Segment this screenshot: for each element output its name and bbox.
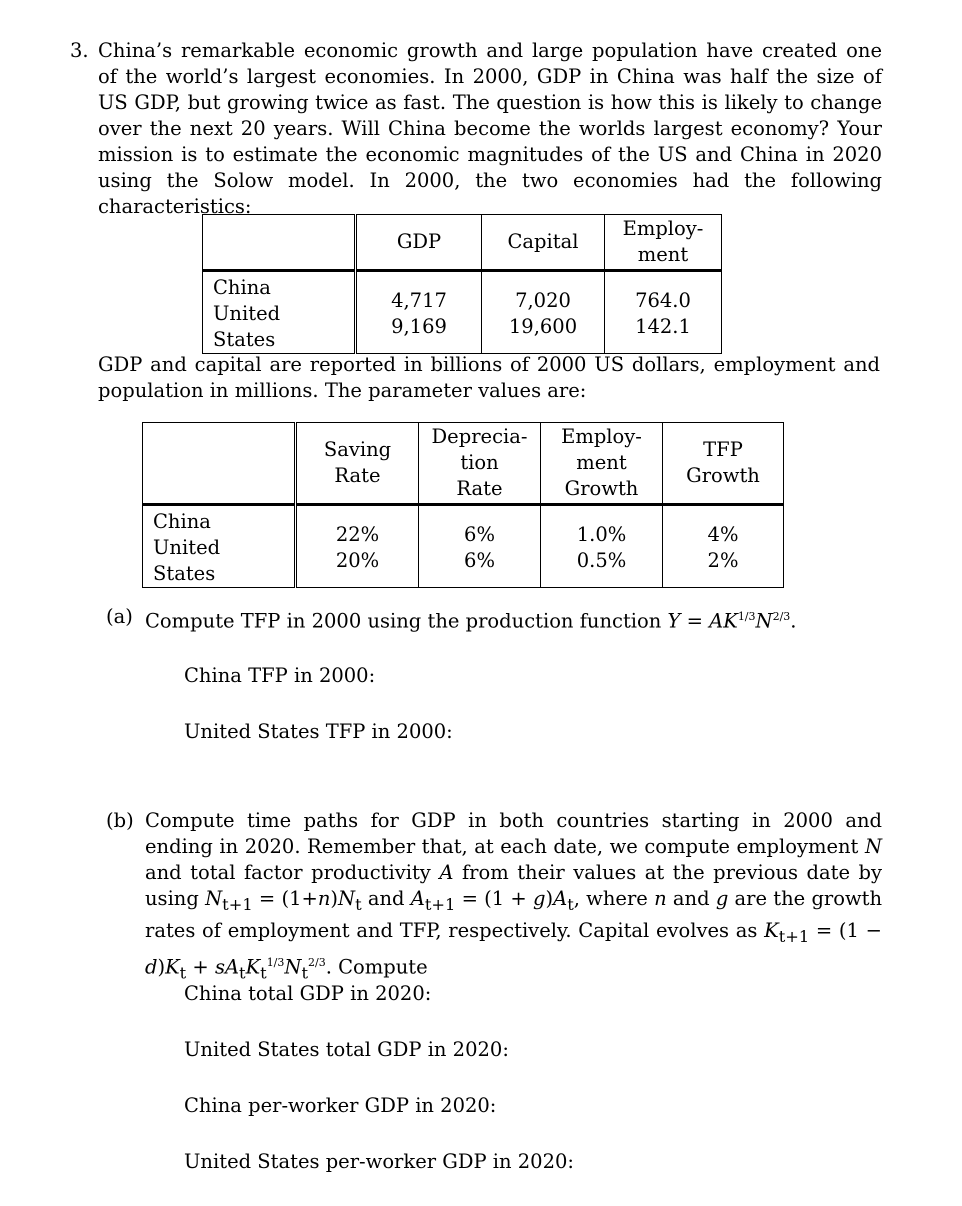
header-tfp-growth: TFP Growth — [663, 423, 784, 505]
answer-china-per-worker-gdp: China per-worker GDP in 2020: — [184, 1094, 497, 1117]
header-capital: Capital — [482, 215, 605, 271]
problem-3 — [70, 38, 882, 220]
answer-china-total-gdp: China total GDP in 2020: — [184, 982, 432, 1005]
part-b-question: Compute time paths for GDP in both countries starting in 2000 and ending in 2020. Remember that, at each date, we compute employment N and total factor productivity A from their values at the previous date by using $N_{t+1} = (1+n)N_t$ and $A_{t+1} = (1 + g)A_t$, where n and g are the growth rates of employment and TFP, respectively. Capital evolves as $K_{t+1} = (1 - d)K_t + sA_tK_t^{1/3}N_t^{2/3}$. Compute — [145, 809, 883, 983]
answer-us-per-worker-gdp: United States per-worker GDP in 2020: — [184, 1150, 574, 1173]
tfp-growth-values: 4% 2% — [663, 505, 784, 588]
row-country: China United States — [143, 505, 296, 588]
part-a-question: Compute TFP in 2000 using the production function $Y = AK^{1/3}N^{2/3}$. — [145, 609, 797, 633]
parameter-table — [142, 422, 784, 588]
header-gdp: GDP — [356, 215, 482, 271]
table-header-row — [143, 423, 784, 505]
problem-number: 3. — [70, 39, 89, 62]
table-row — [143, 505, 784, 588]
table-header-row — [203, 215, 722, 271]
economy-characteristics-table — [202, 214, 722, 354]
answer-us-total-gdp: United States total GDP in 2020: — [184, 1038, 509, 1061]
answer-us-tfp: United States TFP in 2000: — [184, 720, 453, 743]
problem-intro: China’s remarkable economic growth and large population have created one of the world’s largest economies. In 2000, GDP in China was half the size of US GDP, but growing twice as fast. The question is how this is likely to change over the next 20 years. Will China become the worlds largest economy? Your mission is to estimate the economic magnitudes of the US and China in 2020 using the Solow model. In 2000, the two economies had the following characteristics: — [98, 39, 882, 218]
capital-values: 7,020 19,600 — [482, 271, 605, 354]
header-depreciation-rate: Deprecia- tion Rate — [419, 423, 541, 505]
part-a-label: (a) — [106, 605, 133, 628]
part-b-label: (b) — [106, 809, 134, 832]
part-b — [106, 808, 882, 986]
units-note: GDP and capital are reported in billions of 2000 US dollars, employment and population in millions. The parameter values are: — [98, 353, 880, 402]
employment-growth-values: 1.0% 0.5% — [541, 505, 663, 588]
row-country: China United States — [203, 271, 356, 354]
header-employment-growth: Employ- ment Growth — [541, 423, 663, 505]
employment-values: 764.0 142.1 — [605, 271, 722, 354]
answer-china-tfp: China TFP in 2000: — [184, 664, 376, 687]
saving-values: 22% 20% — [296, 505, 419, 588]
gdp-values: 4,717 9,169 — [356, 271, 482, 354]
header-saving-rate: Saving Rate — [296, 423, 419, 505]
table-row — [203, 271, 722, 354]
depreciation-values: 6% 6% — [419, 505, 541, 588]
part-a — [106, 604, 882, 635]
header-employment: Employ- ment — [605, 215, 722, 271]
